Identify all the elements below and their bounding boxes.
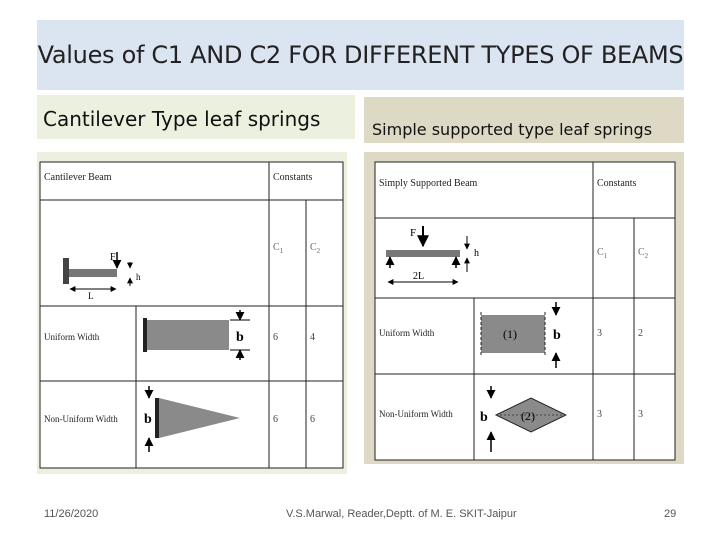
left-heading: Cantilever Type leaf springs	[43, 107, 321, 131]
slide-title: Values of C1 AND C2 FOR DIFFERENT TYPES OF BEAMS	[37, 41, 684, 69]
simple-row2-dim: b	[480, 410, 488, 425]
simple-row1-label: Uniform Width	[379, 328, 435, 338]
footer-author: V.S.Marwal, Reader,Deptt. of M. E. SKIT-Jaipur	[286, 508, 517, 520]
cantilever-force-label: F	[110, 252, 116, 263]
simple-length-label: 2L	[413, 271, 425, 282]
simple-force-label: F	[410, 227, 417, 239]
simple-row1-tag: (1)	[503, 327, 517, 341]
simple-header-beam: Simply Supported Beam	[379, 178, 478, 189]
cantilever-row2-c2: 6	[310, 414, 315, 425]
cantilever-header-beam: Cantilever Beam	[44, 172, 112, 183]
simple-c1-label: $C_1$	[597, 247, 608, 260]
cantilever-row2-label: Non-Uniform Width	[44, 414, 118, 424]
simple-row2-label: Non-Uniform Width	[379, 409, 453, 419]
simple-row1-dim: b	[553, 328, 561, 343]
cantilever-c1-label: $C_1$	[273, 242, 284, 255]
simple-c2-label: $C_2$	[638, 247, 649, 260]
simple-header-constants: Constants	[597, 178, 637, 189]
simple-row1-c2: 2	[638, 328, 643, 339]
simple-row2-c1: 3	[597, 409, 602, 420]
simple-row2-c2: 3	[638, 409, 643, 420]
cantilever-row2-c1: 6	[273, 414, 278, 425]
cantilever-header-constants: Constants	[273, 172, 313, 183]
footer-date: 11/26/2020	[44, 508, 99, 520]
cantilever-row1-c2: 4	[310, 332, 315, 343]
simple-row1-c1: 3	[597, 328, 602, 339]
cantilever-h-label: h	[136, 272, 141, 282]
cantilever-row1-c1: 6	[273, 332, 278, 343]
cantilever-row2-dim: b	[144, 412, 152, 427]
right-heading: Simple supported type leaf springs	[372, 120, 653, 139]
footer-page-number: 29	[664, 508, 677, 520]
cantilever-c2-label: $C_2$	[310, 242, 321, 255]
cantilever-row1-dim: b	[236, 330, 244, 345]
cantilever-row1-label: Uniform Width	[44, 332, 100, 342]
simple-row2-tag: (2)	[521, 409, 535, 423]
simple-h-label: h	[474, 248, 479, 259]
cantilever-length-label: L	[88, 291, 94, 301]
